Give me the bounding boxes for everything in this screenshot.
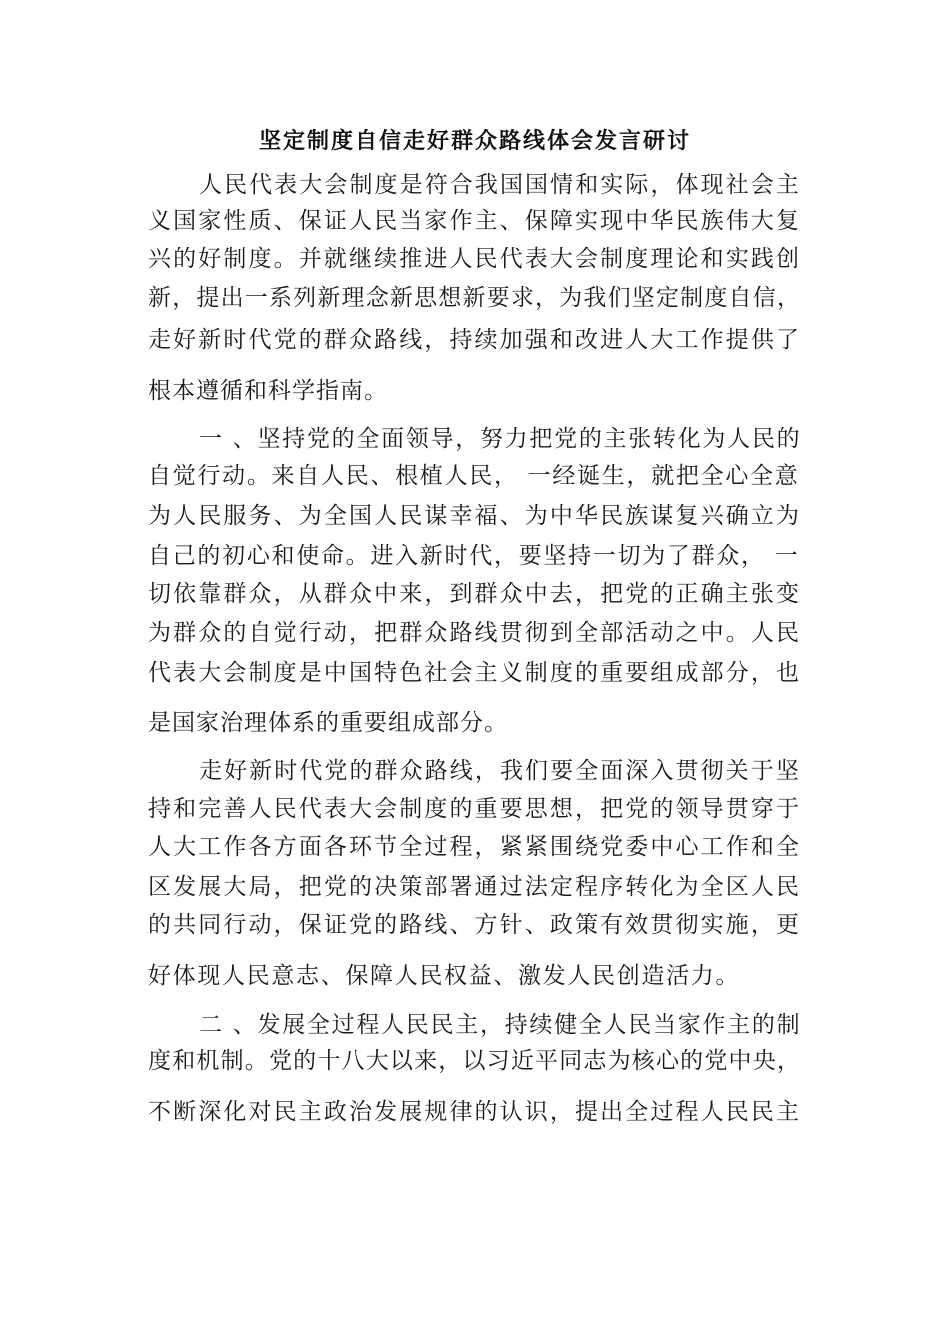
- paragraph-line: 自己的初心和使命。进入新时代，要坚持一切为了群众， 一: [148, 543, 800, 569]
- paragraph-line: 切依靠群众，从群众中来，到群众中去，把党的正确主张变: [148, 581, 802, 607]
- paragraph-line: 不断深化对民主政治发展规律的认识，提出全过程人民民主: [148, 1099, 802, 1125]
- paragraph-line: 走好新时代党的群众路线，持续加强和改进人大工作提供了: [148, 327, 802, 353]
- paragraph-line: 是国家治理体系的重要组成部分。: [148, 710, 508, 736]
- paragraph-line: 区发展大局，把党的决策部署通过法定程序转化为全区人民: [148, 874, 802, 900]
- paragraph-line: 持和完善人民代表大会制度的重要思想，把党的领导贯穿于: [148, 796, 802, 822]
- paragraph-line: 人大工作各方面各环节全过程，紧紧围绕党委中心工作和全: [148, 834, 802, 860]
- paragraph-line: 兴的好制度。并就继续推进人民代表大会制度理论和实践创: [148, 246, 802, 272]
- paragraph-line: 二 、发展全过程人民民主，持续健全人民当家作主的制: [199, 1012, 802, 1038]
- paragraph-line: 根本遵循和科学指南。: [148, 378, 388, 404]
- paragraph-line: 为群众的自觉行动，把群众路线贯彻到全部活动之中。人民: [148, 620, 802, 646]
- paragraph-line: 的共同行动，保证党的路线、方针、政策有效贯彻实施，更: [148, 912, 802, 938]
- paragraph-line: 一 、坚持党的全面领导，努力把党的主张转化为人民的: [199, 426, 802, 452]
- paragraph-line: 为人民服务、为全国人民谋幸福、为中华民族谋复兴确立为: [148, 503, 802, 529]
- paragraph-line: 走好新时代党的群众路线，我们要全面深入贯彻关于坚: [199, 758, 801, 784]
- paragraph-line: 代表大会制度是中国特色社会主义制度的重要组成部分，也: [148, 660, 802, 686]
- paragraph-line: 自觉行动。来自人民、根植人民， 一经诞生，就把全心全意: [148, 463, 800, 489]
- paragraph-line: 人民代表大会制度是符合我国国情和实际，体现社会主: [199, 172, 801, 198]
- paragraph-line: 新，提出一系列新理念新思想新要求，为我们坚定制度自信，: [148, 285, 802, 311]
- document-title: 坚定制度自信走好群众路线体会发言研讨: [258, 129, 691, 154]
- paragraph-line: 义国家性质、保证人民当家作主、保障实现中华民族伟大复: [148, 208, 802, 234]
- paragraph-line: 度和机制。党的十八大以来，以习近平同志为核心的党中央，: [148, 1048, 802, 1074]
- paragraph-line: 好体现人民意志、保障人民权益、激发人民创造活力。: [148, 963, 741, 989]
